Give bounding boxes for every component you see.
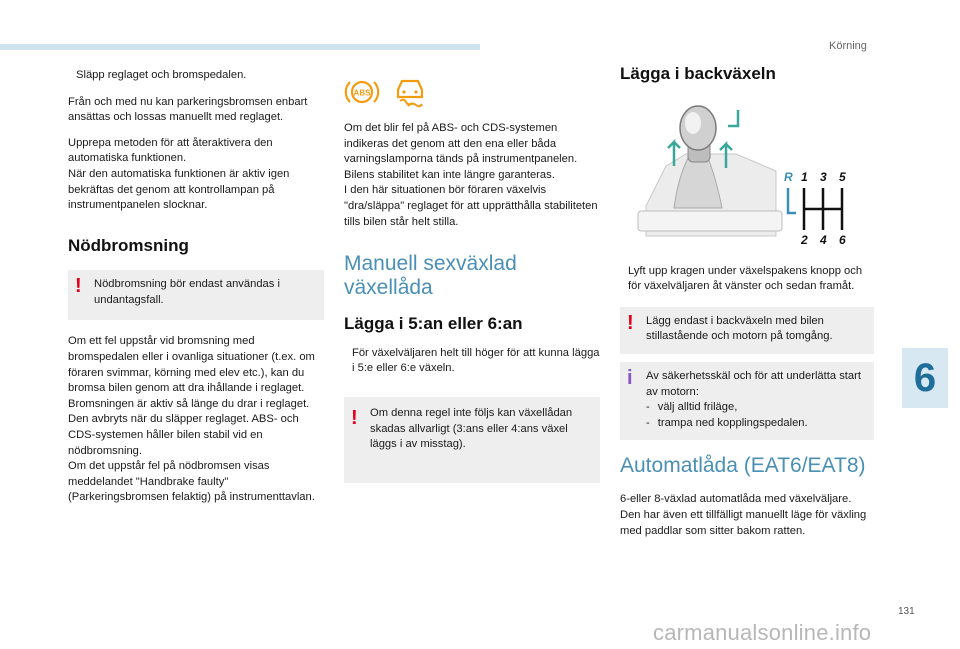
gear-label-r: R — [784, 169, 793, 184]
heading-gear-5-6: Lägga i 5:an eller 6:an — [344, 314, 523, 334]
chapter-automatic-gearbox: Automatlåda (EAT6/EAT8) — [620, 454, 866, 478]
chapter-manual-gearbox: Manuell sexväxlad växellåda — [344, 252, 517, 300]
warning-text: Om denna regel inte följs kan växellådan skadas allvarligt (3:ans eller 4:ans växel läggs i av misstag). — [370, 406, 573, 451]
bullet-text: För växelväljaren helt till höger för att kunna lägga i 5:e eller 6:e växeln. — [352, 346, 600, 375]
info-icon: i — [627, 366, 633, 389]
warning-lamps — [344, 75, 600, 109]
gear-label-1: 1 — [801, 169, 808, 184]
section-title: Körning — [829, 40, 867, 52]
watermark: carmanualsonline.info — [653, 620, 872, 645]
list-item: - välj alltid friläge, — [646, 401, 738, 414]
paragraph-emergency: Om ett fel uppstår vid bromsning med bromspedalen eller i ovanliga situationer (t.ex. om föraren svimmar, körning med elev etc.), kan du bromsa bilen genom att dra ihållande i reglaget. Bromsningen är aktiv så länge du drar i reglaget. Den avbryts när du släpper reglaget. ABS- och CDS-systemen håller bilen stabil vid en nödbromsning. Om det uppstår fel på nödbromsen visas meddelandet "Handbrake faulty" (Parkeringsbromsen felaktig) på instrumenttavlan. — [68, 335, 315, 504]
warning-text: Lägg endast i backväxeln med bilen stillastående och motorn på tomgång. — [646, 314, 833, 343]
bullet-text: Släpp reglaget och bromspedalen. — [76, 69, 247, 81]
info-intro: Av säkerhetsskäl och för att underlätta start av motorn: — [646, 369, 861, 398]
warning-icon: ! — [351, 406, 358, 429]
chapter-number-tab: 6 — [902, 348, 948, 408]
gear-label-3: 3 — [820, 169, 827, 184]
bullet-item — [620, 264, 874, 295]
right-column — [620, 66, 874, 549]
list-item: - trampa ned kopplingspedalen. — [646, 416, 808, 429]
warning-text: Nödbromsning bör endast användas i undantagsfall. — [94, 278, 280, 306]
page-number: 131 — [898, 606, 915, 617]
paragraph-repeat: Upprepa metoden för att återaktivera den automatiska funktionen. När den automatiska funktionen är aktiv igen bekräftas det genom att kontrollampan på instrumentpanelen slocknar. — [68, 136, 290, 212]
warning-icon: ! — [627, 311, 634, 334]
gear-shift-diagram — [626, 96, 866, 246]
paragraph-abs: Om det blir fel på ABS- och CDS-systemen indikeras det genom att den ena eller båda varningslamporna tänds på instrumentpanelen. Bilens stabilitet kan inte längre garanteras. I den här situationen bör föraren växelvis "dra/släppa" reglaget för att upprätthålla stabiliteten tills bilen står helt stilla. — [344, 122, 598, 228]
warning-box — [68, 270, 324, 320]
heading-reverse-gear: Lägga i backväxeln — [620, 64, 776, 83]
middle-column — [344, 75, 600, 483]
stability-control-icon — [392, 76, 428, 108]
gear-label-2: 2 — [801, 232, 808, 246]
abs-warning-icon — [344, 77, 380, 107]
gear-label-6: 6 — [839, 232, 846, 246]
info-box — [620, 362, 874, 440]
warning-box — [620, 307, 874, 354]
heading-emergency-braking: Nödbromsning — [68, 235, 189, 255]
warning-icon: ! — [75, 275, 82, 298]
gear-label-5: 5 — [839, 169, 846, 184]
bullet-item — [344, 346, 600, 377]
warning-box — [344, 397, 600, 483]
header-accent-bar — [0, 44, 480, 50]
left-column — [68, 68, 324, 516]
gear-label-4: 4 — [820, 232, 827, 246]
paragraph-auto: 6-eller 8-växlad automatlåda med växelväljare. Den har även ett tillfälligt manuellt läge för växling med paddlar som sitter bakom ratten. — [620, 493, 867, 537]
abs-label: ABS — [353, 88, 371, 98]
info-list — [646, 400, 866, 431]
paragraph-manual: Från och med nu kan parkeringsbromsen enbart ansättas och lossas manuellt med reglaget. — [68, 95, 308, 124]
bullet-text: Lyft upp kragen under växelspakens knopp och för växelväljaren åt vänster och sedan framåt. — [628, 264, 863, 293]
bullet-item — [68, 68, 324, 84]
